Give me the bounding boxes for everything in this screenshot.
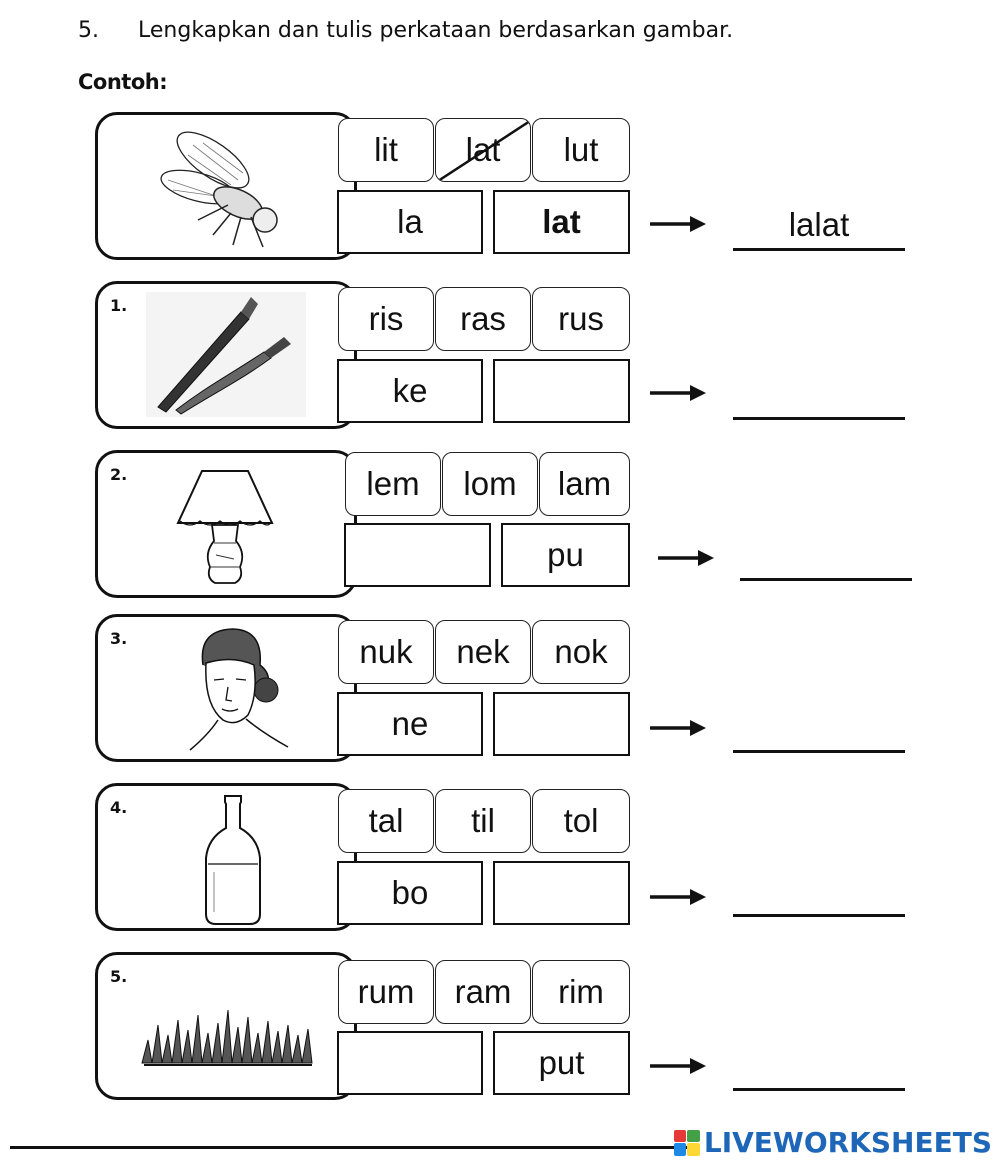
exercise-row-4 — [0, 783, 1000, 943]
question-number: 2. — [110, 465, 128, 484]
arrow-right-icon — [650, 1056, 708, 1076]
question-number: 3. — [110, 629, 128, 648]
badge-cell — [674, 1143, 687, 1156]
strike-line — [436, 119, 531, 182]
syllable-option[interactable]: nuk — [338, 620, 434, 684]
syllable-option[interactable]: ras — [435, 287, 531, 351]
syllable-option[interactable]: lom — [442, 452, 538, 516]
exercise-row-example — [0, 112, 1000, 272]
syllable-option[interactable]: lem — [345, 452, 441, 516]
instruction — [78, 18, 733, 43]
syllable-option-struck[interactable]: lat — [435, 118, 531, 182]
answer-text: lalat — [788, 206, 850, 243]
badge-cell — [674, 1130, 687, 1143]
exercise-row-5 — [0, 952, 1000, 1112]
question-number: 4. — [110, 798, 128, 817]
picture-box — [95, 450, 357, 598]
arrow-right-icon — [658, 548, 716, 568]
arrow-right-icon — [650, 214, 708, 234]
lamp-icon — [170, 463, 280, 593]
logo-text: LIVEWORKSHEETS — [703, 1126, 992, 1159]
syllable-option[interactable]: lut — [532, 118, 630, 182]
second-syllable-box[interactable] — [493, 359, 630, 423]
second-syllable-box[interactable] — [493, 692, 630, 756]
instruction-text: Lengkapkan dan tulis perkataan berdasarkan gambar. — [138, 18, 734, 43]
syllable-option[interactable]: nok — [532, 620, 630, 684]
picture-box — [95, 783, 357, 931]
answer-line[interactable] — [733, 248, 905, 251]
bottom-rule — [10, 1146, 700, 1149]
syllable-option[interactable]: ram — [435, 960, 531, 1024]
exercise-row-1 — [0, 281, 1000, 441]
syllable-option[interactable]: rum — [338, 960, 434, 1024]
first-syllable-box: ke — [337, 359, 483, 423]
answer-line[interactable] — [740, 578, 912, 581]
syllable-option[interactable]: til — [435, 789, 531, 853]
first-syllable-box: la — [337, 190, 483, 254]
fly-icon — [153, 125, 303, 250]
syllable-option[interactable]: lit — [338, 118, 434, 182]
arrow-right-icon — [650, 383, 708, 403]
exercise-row-3 — [0, 614, 1000, 774]
second-syllable-box[interactable] — [493, 861, 630, 925]
badge-cell — [687, 1130, 700, 1143]
keris-icon — [146, 292, 306, 417]
answer-line[interactable] — [733, 914, 905, 917]
syllable-option[interactable]: ris — [338, 287, 434, 351]
second-syllable-box: put — [493, 1031, 630, 1095]
question-number: 5. — [110, 967, 128, 986]
instruction-number: 5. — [78, 18, 99, 43]
exercise-row-2 — [0, 450, 1000, 610]
first-syllable-box: ne — [337, 692, 483, 756]
first-syllable-box[interactable] — [337, 1031, 483, 1095]
answer-line[interactable] — [733, 1088, 905, 1091]
syllable-option[interactable]: rim — [532, 960, 630, 1024]
arrow-right-icon — [650, 718, 708, 738]
picture-box — [95, 952, 357, 1100]
answer-line[interactable] — [733, 750, 905, 753]
logo-badge-icon — [674, 1130, 700, 1156]
bottle-icon — [198, 792, 268, 927]
grandmother-icon — [178, 625, 298, 755]
second-syllable-box: lat — [493, 190, 630, 254]
syllable-option[interactable]: tol — [532, 789, 630, 853]
question-number: 1. — [110, 296, 128, 315]
syllable-option[interactable]: nek — [435, 620, 531, 684]
syllable-option[interactable]: lam — [539, 452, 630, 516]
grass-icon — [140, 995, 315, 1075]
second-syllable-box: pu — [501, 523, 630, 587]
arrow-right-icon — [650, 887, 708, 907]
first-syllable-box[interactable] — [344, 523, 491, 587]
syllable-option[interactable]: rus — [532, 287, 630, 351]
syllable-option[interactable]: tal — [338, 789, 434, 853]
picture-box — [95, 614, 357, 762]
answer-line[interactable] — [733, 417, 905, 420]
picture-box — [95, 281, 357, 429]
badge-cell — [687, 1143, 700, 1156]
first-syllable-box: bo — [337, 861, 483, 925]
liveworksheets-logo — [674, 1126, 992, 1159]
example-label: Contoh: — [78, 70, 168, 94]
picture-box — [95, 112, 357, 260]
